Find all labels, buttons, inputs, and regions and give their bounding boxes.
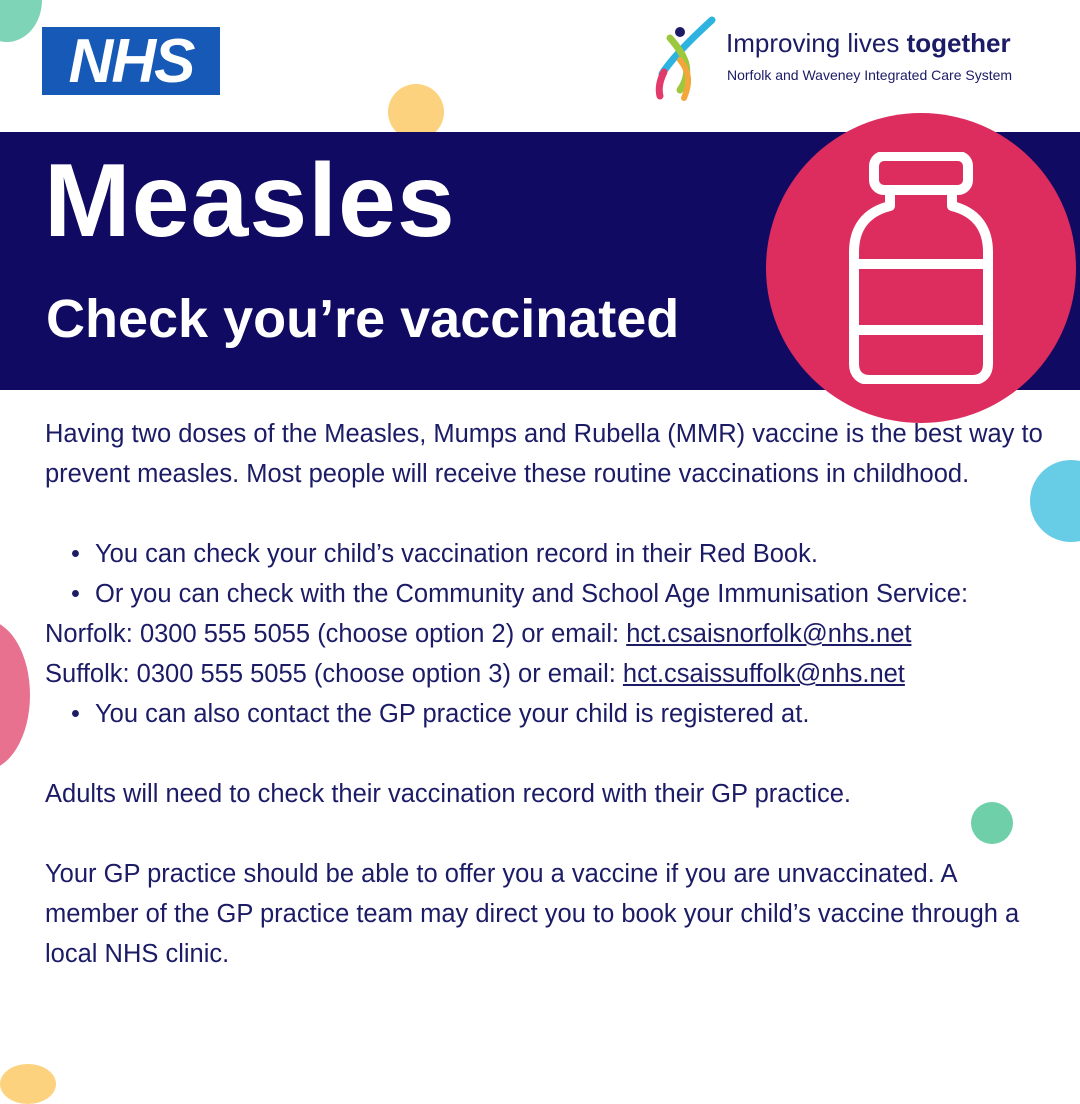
suffolk-contact-text: Suffolk: 0300 555 5055 (choose option 3) or email: <box>45 660 623 688</box>
page-title: Measles <box>44 143 456 259</box>
norfolk-contact <box>45 614 1045 654</box>
body-content <box>45 414 1045 974</box>
norfolk-contact-text: Norfolk: 0300 555 5055 (choose option 2) or email: <box>45 620 627 648</box>
vial-badge <box>766 113 1076 423</box>
nhs-logo-text: NHS <box>68 26 194 96</box>
intro-paragraph: Having two doses of the Measles, Mumps and Rubella (MMR) vaccine is the best way to prevent measles. Most people will receive these routine vaccinations in childhood. <box>45 420 1043 488</box>
ics-logo <box>650 14 1050 104</box>
ics-subtitle: Norfolk and Waveney Integrated Care System <box>727 67 1013 83</box>
suffolk-email-link[interactable]: hct.csaissuffolk@nhs.net <box>622 660 905 688</box>
gp-offer-paragraph: Your GP practice should be able to offer you a vaccine if you are unvaccinated. A member of the GP practice team may direct you to book your child’s vaccine through a local NHS clinic. <box>45 860 1020 968</box>
decorative-dot-green <box>0 0 42 42</box>
ics-title-regular: Improving lives <box>726 28 907 58</box>
ics-ribbon-icon <box>650 14 722 102</box>
decorative-dot-pink <box>0 620 30 770</box>
ics-title <box>726 28 1011 59</box>
bullet-immunisation-service: • Or you can check with the Community and School Age Immunisation Service: <box>45 574 1045 614</box>
decorative-dot-yellow-bottom <box>0 1064 56 1104</box>
suffolk-contact <box>45 654 1045 694</box>
vaccine-vial-icon <box>846 152 996 384</box>
page-subtitle: Check you’re vaccinated <box>46 289 680 349</box>
norfolk-email-link[interactable]: hct.csaisnorfolk@nhs.net <box>626 620 912 648</box>
bullet-gp-practice: • You can also contact the GP practice your child is registered at. <box>45 694 1045 734</box>
bullet-red-book: • You can check your child’s vaccination record in their Red Book. <box>45 534 1045 574</box>
nhs-logo <box>42 27 220 95</box>
ics-title-bold: together <box>906 28 1011 58</box>
adults-paragraph: Adults will need to check their vaccination record with their GP practice. <box>45 780 851 808</box>
